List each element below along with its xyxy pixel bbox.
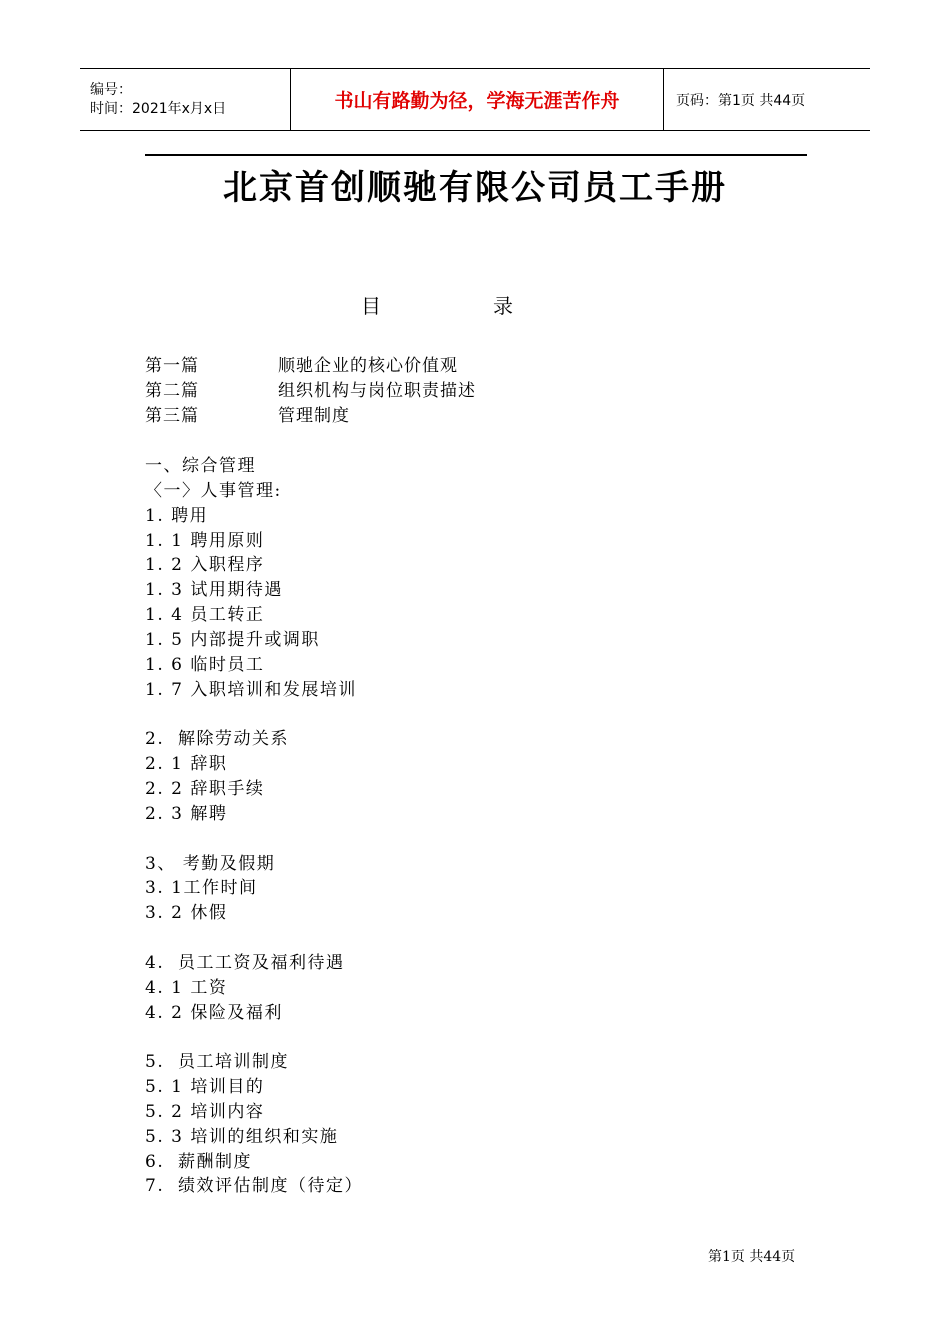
toc-entry: 1. 5 内部提升或调职 <box>145 629 320 650</box>
toc-entry: 5. 1 培训目的 <box>145 1077 265 1098</box>
toc-entries <box>145 454 363 1199</box>
toc-entry: 一、综合管理 <box>145 456 256 476</box>
toc-entry: 4. 1 工资 <box>145 977 228 998</box>
toc-parts <box>145 354 476 429</box>
document-title: 北京首创顺驰有限公司员工手册 <box>223 168 727 208</box>
toc-part-number: 第二篇 <box>145 381 199 401</box>
page-footer: 第1页 共44页 <box>708 1249 796 1265</box>
toc-part <box>145 354 476 379</box>
toc-part-name: 顺驰企业的核心价值观 <box>278 356 458 376</box>
toc-entry: 5. 3 培训的组织和实施 <box>145 1126 339 1147</box>
toc-entry: 7. 绩效评估制度（待定） <box>145 1176 364 1197</box>
toc-heading <box>0 290 950 320</box>
toc-part-name: 管理制度 <box>278 406 350 426</box>
toc-entry: 4. 员工工资及福利待遇 <box>145 952 345 973</box>
header-date: 时间：2021年x月x日 <box>90 100 227 117</box>
page-header <box>80 68 870 131</box>
toc-part <box>145 404 476 429</box>
toc-entry: 1. 4 员工转正 <box>145 605 265 626</box>
toc-entry: 1. 7 入职培训和发展培训 <box>145 679 357 700</box>
toc-entry: 2. 3 解聘 <box>145 803 228 824</box>
toc-part-number: 第三篇 <box>145 406 199 426</box>
toc-entry: 2. 1 辞职 <box>145 754 228 775</box>
toc-entry: 1. 2 入职程序 <box>145 555 265 576</box>
toc-entry: 3. 2 休假 <box>145 903 228 924</box>
toc-entry: 1. 3 试用期待遇 <box>145 580 283 601</box>
toc-spacer <box>145 926 363 951</box>
header-page-info: 页码：第1页 共44页 <box>676 92 806 109</box>
title-rule <box>145 154 807 156</box>
toc-entry: 3. 1工作时间 <box>145 878 258 899</box>
toc-entry: 5. 员工培训制度 <box>145 1052 290 1073</box>
header-motto: 书山有路勤为径，学海无涯苦作舟 <box>334 90 620 112</box>
toc-entry: 1. 6 临时员工 <box>145 654 265 675</box>
toc-entry: 3、 考勤及假期 <box>145 853 276 874</box>
toc-entry: 1. 1 聘用原则 <box>145 530 265 551</box>
toc-part-name: 组织机构与岗位职责描述 <box>278 381 476 401</box>
header-meta <box>80 69 291 130</box>
toc-entry: 1. 聘用 <box>145 505 209 526</box>
toc-entry: 2. 2 辞职手续 <box>145 778 265 799</box>
toc-entry: 2. 解除劳动关系 <box>145 729 290 750</box>
toc-heading-char-1: 目 <box>361 294 381 318</box>
toc-part <box>145 379 476 404</box>
toc-entry: 5. 2 培训内容 <box>145 1101 265 1122</box>
toc-spacer <box>145 827 363 852</box>
toc-entry: 6. 薪酬制度 <box>145 1151 253 1172</box>
toc-part-number: 第一篇 <box>145 356 199 376</box>
toc-entry: 4. 2 保险及福利 <box>145 1002 283 1023</box>
toc-heading-char-2: 录 <box>493 294 513 318</box>
header-number-label: 编号： <box>90 81 132 98</box>
toc-spacer <box>145 702 363 727</box>
toc-spacer <box>145 1025 363 1050</box>
header-motto-cell <box>291 69 664 130</box>
toc-entry: 〈一〉人事管理: <box>145 480 282 501</box>
